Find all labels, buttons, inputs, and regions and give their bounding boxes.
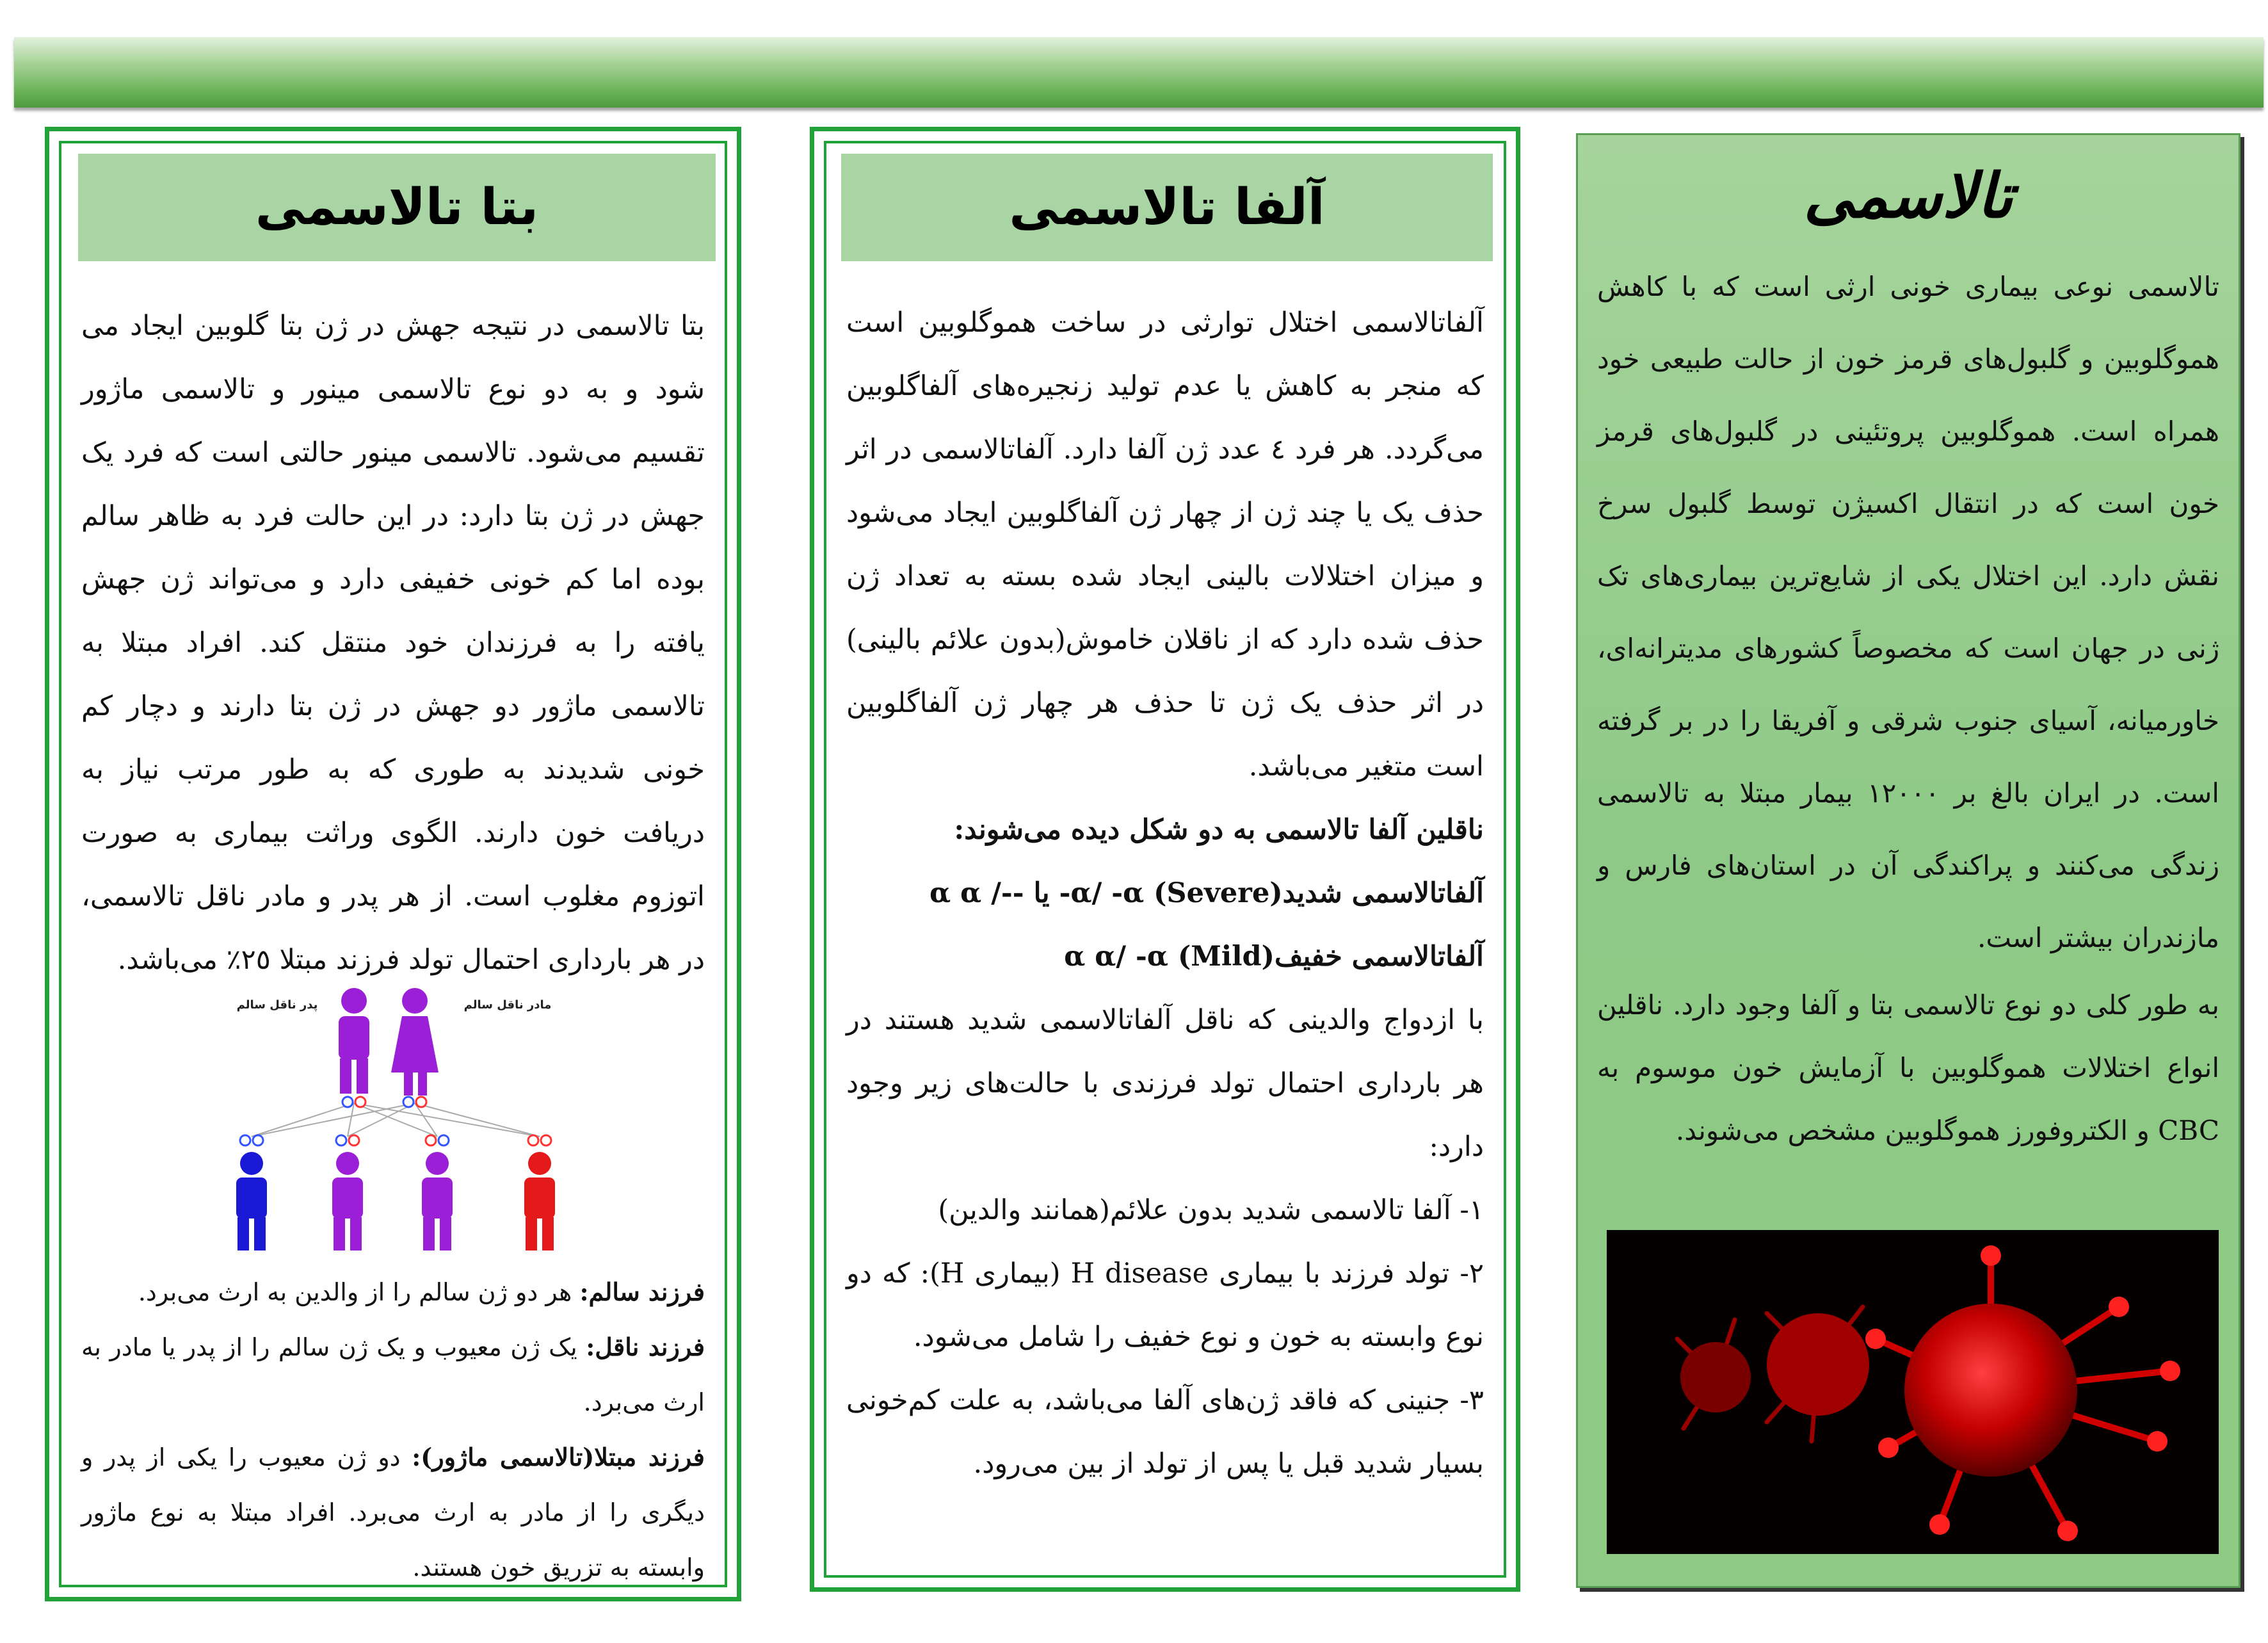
middle-title-area: [841, 154, 1493, 261]
types-paragraph: به طور کلی دو نوع تالاسمی بتا و آلفا وجود دارد. ناقلین انواع اختلالات هموگلوبین با آزمایش خون موسوم به CBC و الکتروفورز هموگلوبین مشخص می‌شوند.: [1597, 989, 2219, 1146]
intro-paragraph: تالاسمی نوعی بیماری خونی ارثی است که با کاهش هموگلوبین و گلبول‌های قرمز خون از حالت طبیعی خود همراه است. هموگلوبین پروتئینی در گلبول‌های قرمز خون است که در انتقال اکسیژن توسط گلبول سرخ نقش دارد. این اختلال یکی از شایع‌ترین بیماری‌های تک ژنی در جهان است که مخصوصاً کشورهای مدیترانه‌ای، خاورمیانه، آسیای جنوب شرقی و آفریقا را در بر گرفته است. در ایران بالغ بر ۱۲۰۰۰ بیمار مبتلا به تالاسمی زندگی می‌کنند و پراکندگی آن در استان‌های فارس و مازندران بیشتر است.: [1597, 271, 2219, 953]
carrier-term: فرزند ناقل:: [586, 1332, 705, 1361]
affected-child-line: [81, 1430, 705, 1595]
left-panel: [45, 127, 741, 1601]
mild-formula: α α/ -α: [1064, 941, 1168, 973]
inheritance-diagram: [207, 983, 604, 1258]
red-virus-image: [1607, 1230, 2219, 1554]
middle-text: [846, 291, 1484, 1496]
mild-line: [846, 925, 1484, 989]
healthy-term: فرزند سالم:: [579, 1277, 705, 1306]
right-panel: [1576, 133, 2240, 1588]
severe-label: آلفاتالاسمی شدید(Severe): [1154, 877, 1484, 909]
severe-formula: α α /-- یا -α/ -α: [929, 877, 1145, 909]
mild-label: آلفاتالاسمی خفیف(Mild): [1177, 941, 1484, 973]
children-legend: [81, 1265, 705, 1595]
healthy-child-line: [81, 1265, 705, 1320]
outcome-item-1: ۱- آلفا تالاسمی شدید بدون علائم(همانند والدین): [938, 1194, 1484, 1226]
beta-title: بتا تالاسمی: [255, 179, 539, 236]
alpha-title: آلفا تالاسمی: [1009, 179, 1325, 236]
outcome-item-3: ۳- جنینی که فاقد ژن‌های آلفا می‌باشد، به علت کم‌خونی بسیار شدید قبل یا پس از تولد از بین می‌رود.: [846, 1384, 1484, 1480]
left-title-area: [78, 154, 716, 261]
right-title-area: [1578, 154, 2239, 238]
beta-paragraph: بتا تالاسمی در نتیجه جهش در ژن بتا گلوبین ایجاد می شود و به دو نوع تالاسمی مینور و تالاسمی ماژور تقسیم می‌شود. تالاسمی مینور حالتی است که فرد یک جهش در ژن بتا دارد: در این حالت فرد به ظاهر سالم بوده اما کم خونی خفیفی دارد و می‌تواند ژن جهش یافته را به فرزندان خود منتقل کند. افراد مبتلا به تالاسمی ماژور دو جهش در ژن بتا دارند و دچار کم خونی شدیدند به طوری که به طور مرتب نیاز به دریافت خون دارند. الگوی وراثت بیماری به صورت اتوزوم مغلوب است. از هر پدر و مادر ناقل تالاسمی، در هر بارداری احتمال تولد فرزند مبتلا ٢٥٪ می‌باشد.: [81, 310, 705, 976]
alpha-paragraph: آلفاتالاسمی اختلال توارثی در ساخت هموگلوبین است که منجر به کاهش یا عدم تولید زنجیره‌های آلفاگلوبین می‌گردد. هر فرد ٤ عدد ژن آلفا دارد. آلفاتالاسمی در اثر حذف یک یا چند ژن از چهار ژن آلفاگلوبین ایجاد می‌شود و میزان اختلالات بالینی ایجاد شده بسته به تعداد ژن حذف شده دارد که از ناقلان خاموش(بدون علائم بالینی) در اثر حذف یک ژن تا حذف هر چهار ژن آلفاگلوبین است متغیر می‌باشد.: [846, 307, 1484, 782]
healthy-desc: هر دو ژن سالم را از والدین به ارث می‌برد.: [138, 1278, 572, 1306]
top-banner: [14, 37, 2264, 108]
father-label: پدر ناقل سالم: [236, 998, 318, 1012]
affected-term: فرزند مبتلا(تالاسمی ماژور):: [412, 1443, 705, 1471]
page-title: تالاسمی: [1803, 160, 2013, 232]
severe-line: [846, 862, 1484, 925]
mother-label: مادر ناقل سالم: [463, 998, 552, 1012]
left-text: [81, 295, 705, 992]
parents-paragraph: با ازدواج والدینی که ناقل آلفاتالاسمی شدید هستند در هر بارداری احتمال تولد فرزندی با حالت‌های زیر وجود دارد:: [846, 1004, 1484, 1163]
affected-desc: دو ژن معیوب را یکی از پدر و دیگری را از مادر به ارث می‌برد. افراد مبتلا به نوع ماژور وابسته به تزریق خون هستند.: [81, 1443, 705, 1582]
right-text: [1597, 250, 2219, 1162]
carrier-child-line: [81, 1320, 705, 1430]
middle-panel: [810, 127, 1520, 1592]
carriers-heading: ناقلین آلفا تالاسمی به دو شکل دیده می‌شوند:: [954, 814, 1484, 846]
outcome-item-2: ۲- تولد فرزند با بیماری H disease (بیماری H): که دو نوع وابسته به خون و نوع خفیف را شامل می‌شود.: [846, 1258, 1484, 1353]
carrier-desc: یک ژن معیوب و یک ژن سالم را از پدر یا مادر به ارث می‌برد.: [81, 1333, 705, 1416]
